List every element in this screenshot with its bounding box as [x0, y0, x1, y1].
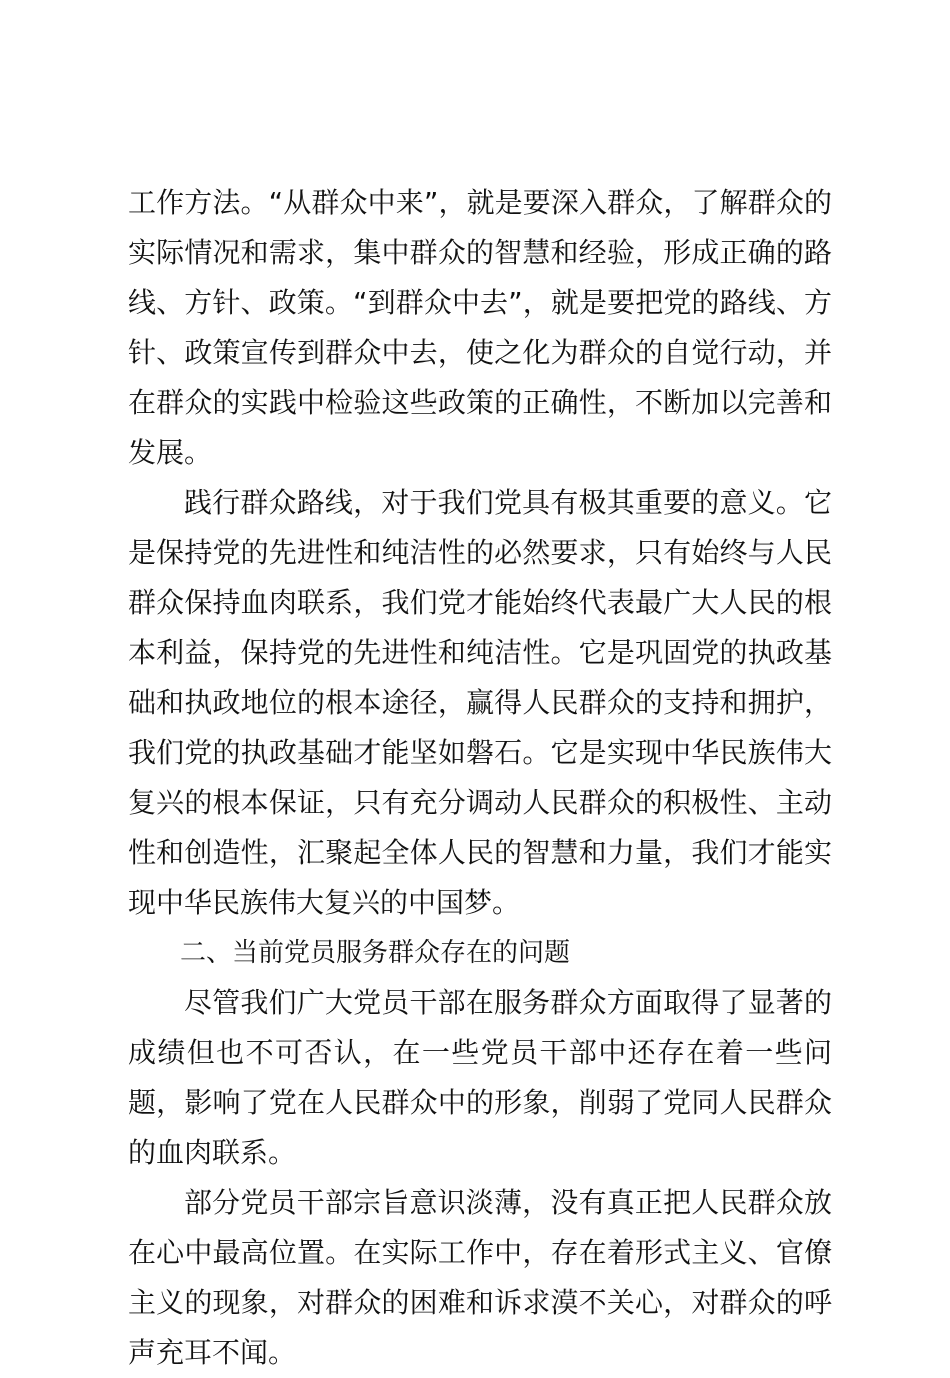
paragraph-existing-problems: 尽管我们广大党员干部在服务群众方面取得了显著的成绩但也不可否认，在一些党员干部中还存在着一些问题，影响了党在人民群众中的形象，削弱了党同人民群众的血肉联系。	[128, 986, 832, 1169]
paragraph-work-method: 工作方法。“从群众中来”，就是要深入群众，了解群众的实际情况和需求，集中群众的智慧和经验，形成正确的路线、方针、政策。“到群众中去”，就是要把党的路线、方针、政策宣传到群众中去，使之化为群众的自觉行动，并在群众的实践中检验这些政策的正确性，不断加以完善和发展。	[128, 186, 832, 469]
paragraph-mass-line-significance: 践行群众路线，对于我们党具有极其重要的意义。它是保持党的先进性和纯洁性的必然要求，只有始终与人民群众保持血肉联系，我们党才能始终代表最广大人民的根本利益，保持党的先进性和纯洁性。它是巩固党的执政基础和执政地位的根本途径，赢得人民群众的支持和拥护，我们党的执政基础才能坚如磐石。它是实现中华民族伟大复兴的根本保证，只有充分调动人民群众的积极性、主动性和创造性，汇聚起全体人民的智慧和力量，我们才能实现中华民族伟大复兴的中国梦。	[128, 486, 832, 919]
section-heading-problems: 二、当前党员服务群众存在的问题	[180, 938, 571, 968]
paragraph-weak-purpose-awareness: 部分党员干部宗旨意识淡薄，没有真正把人民群众放在心中最高位置。在实际工作中，存在着形式主义、官僚主义的现象，对群众的困难和诉求漠不关心，对群众的呼声充耳不闻。	[128, 1186, 832, 1369]
document-body	[128, 178, 832, 1378]
